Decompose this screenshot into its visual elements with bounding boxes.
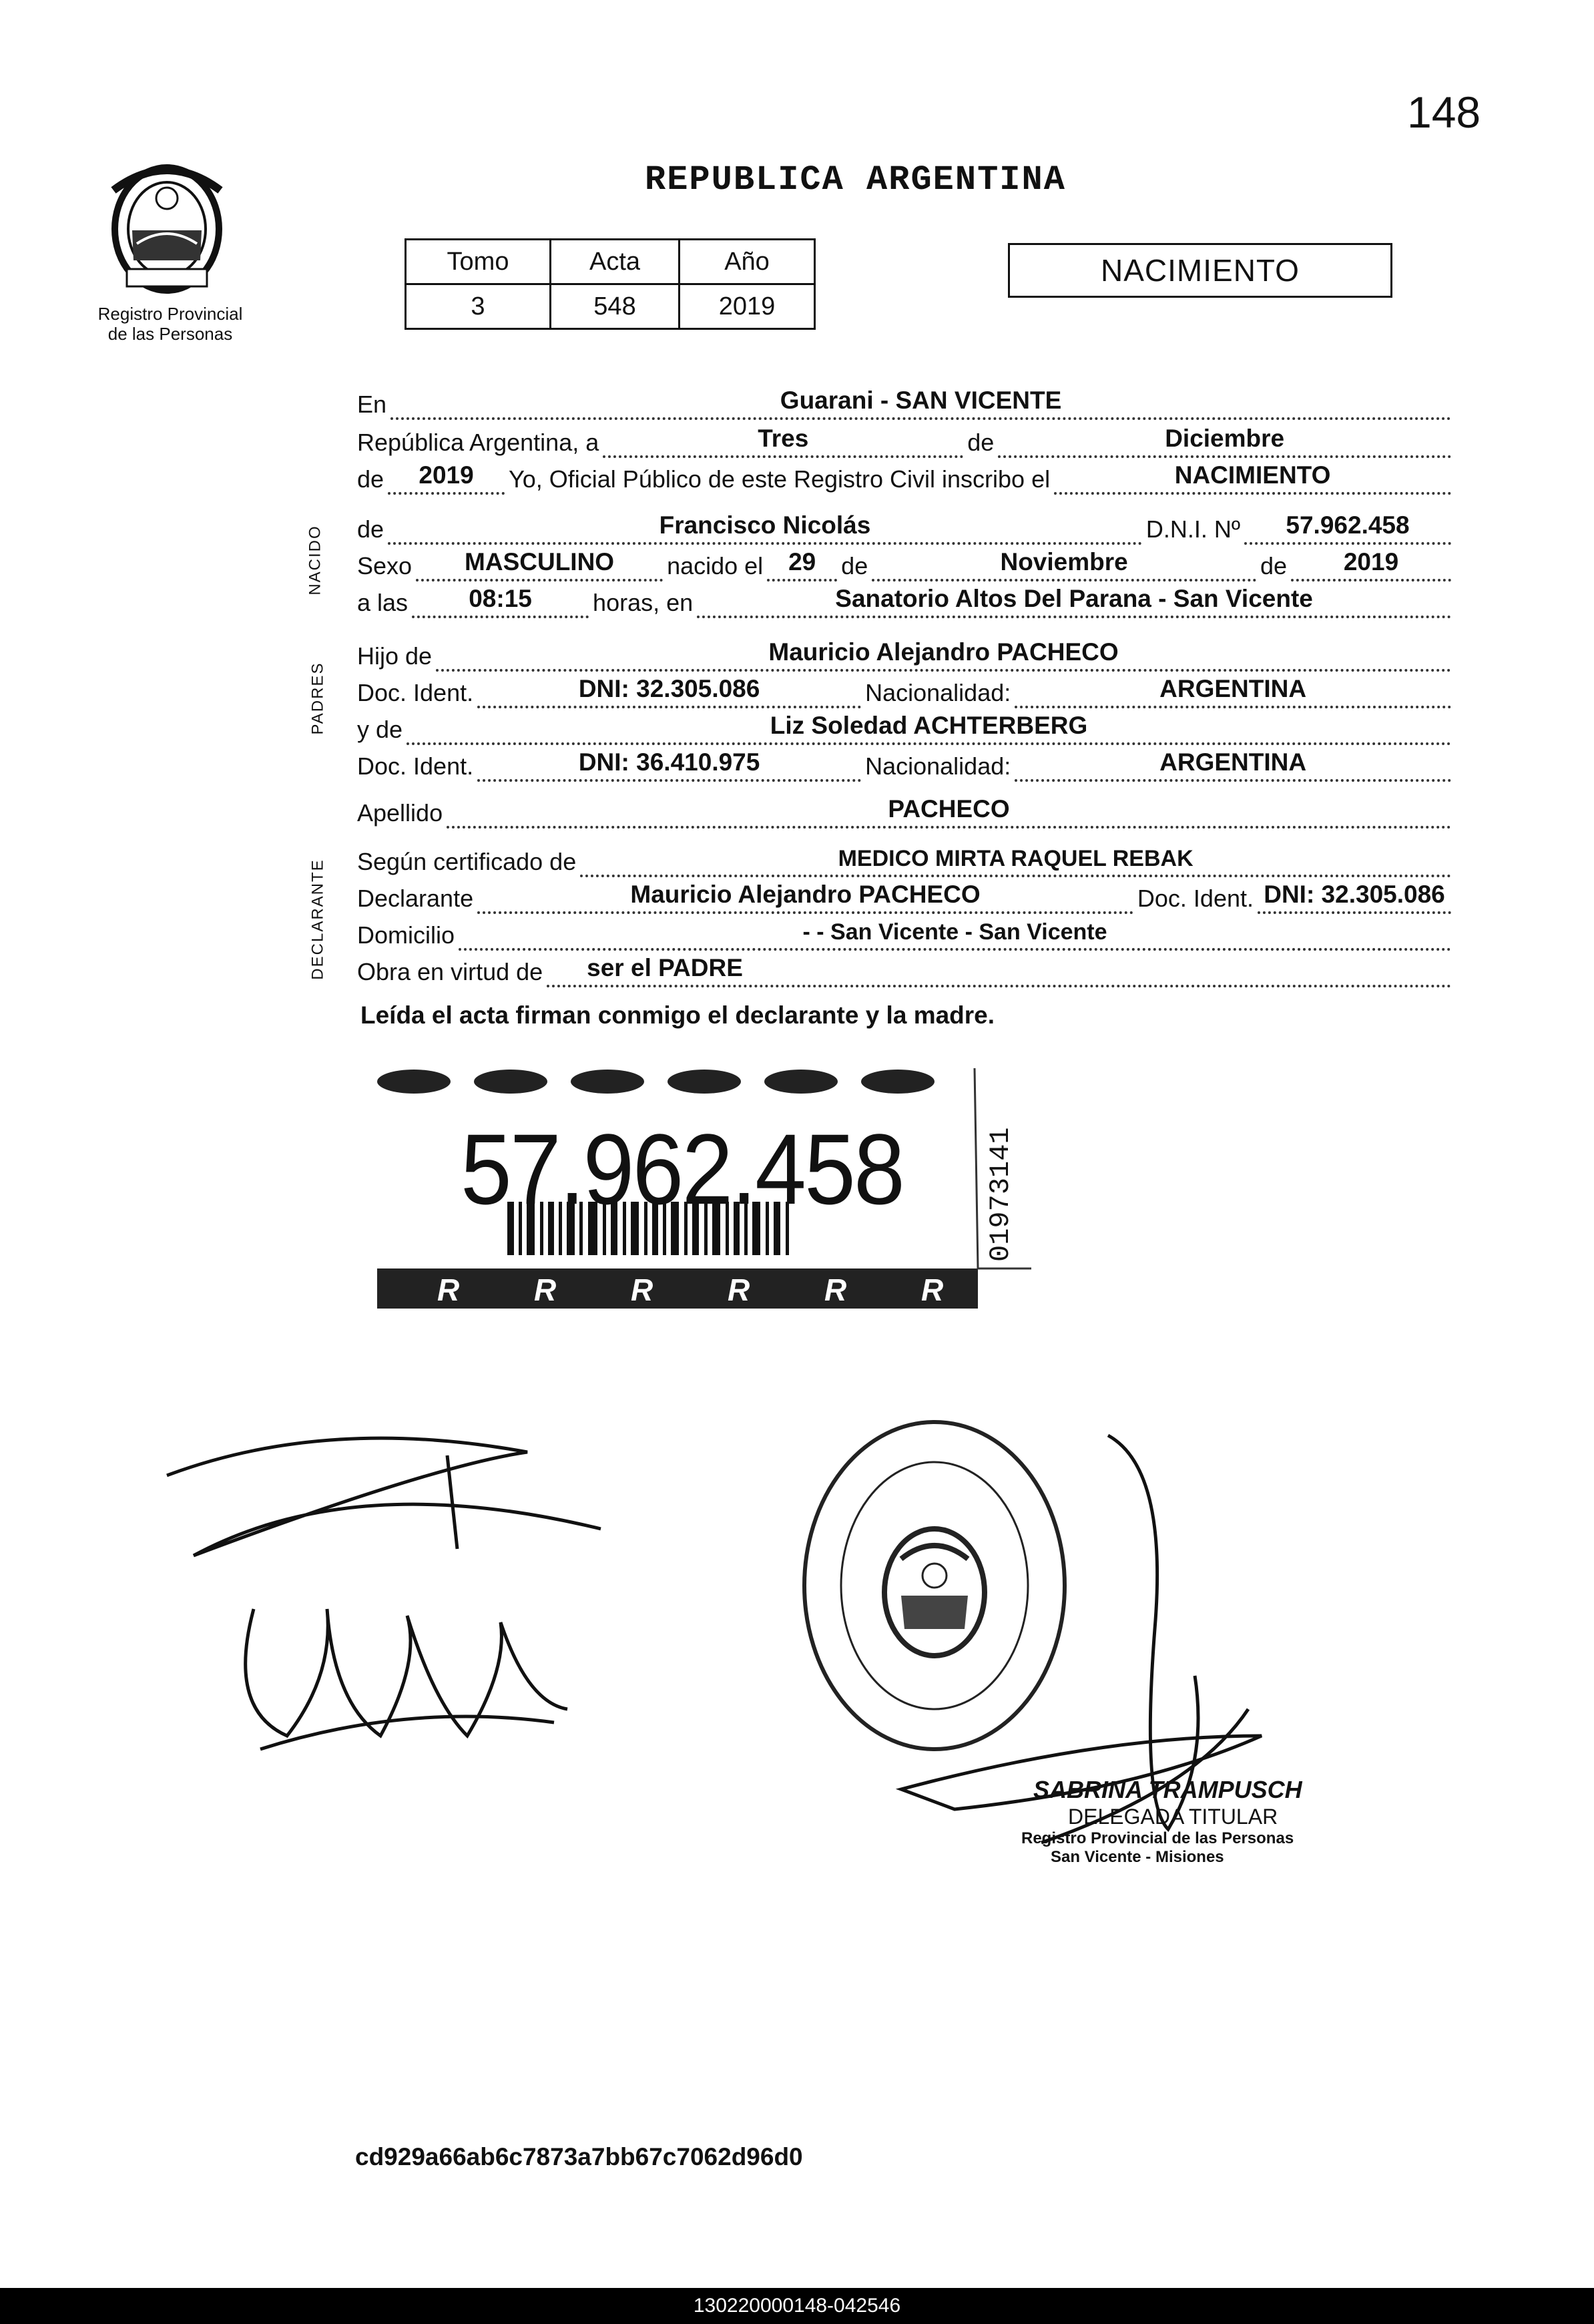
value-sexo: MASCULINO (465, 548, 615, 575)
value-anio: 2019 (680, 284, 815, 329)
label-alas: a las (357, 589, 409, 616)
field-padre-nac (1015, 668, 1451, 708)
value-madre: Liz Soledad ACHTERBERG (770, 712, 1088, 739)
field-tipo (1054, 455, 1451, 495)
footer-code: 130220000148-042546 (693, 2295, 901, 2317)
footer-bar (0, 2288, 1594, 2324)
label-en: En (357, 391, 387, 418)
line-declarante (357, 877, 1455, 914)
line-hora-lugar (357, 581, 1455, 618)
field-domicilio (459, 911, 1451, 951)
header-acta: Acta (551, 240, 680, 284)
line-en (357, 383, 1455, 420)
line-fecha (357, 421, 1455, 458)
label-domicilio: Domicilio (357, 921, 455, 949)
line-certificado (357, 840, 1455, 877)
line-inscribo (357, 457, 1455, 495)
value-dni: 57.962.458 (1286, 511, 1410, 539)
value-anio: 2019 (419, 461, 474, 489)
field-dia (603, 418, 963, 458)
record-type-box: NACIMIENTO (1008, 243, 1392, 298)
registry-caption (80, 304, 260, 344)
label-obra: Obra en virtud de (357, 958, 543, 985)
signatory-org-line2: San Vicente - Misiones (1051, 1848, 1224, 1866)
header-tomo: Tomo (406, 240, 551, 284)
sticker-code: 01973141 (985, 1127, 1017, 1262)
field-padre (436, 632, 1451, 672)
value-nac-mes: Noviembre (1000, 548, 1128, 575)
signatory-name: SABRINA TRAMPUSCH (1033, 1776, 1302, 1803)
label-sexo: Sexo (357, 552, 413, 579)
document-hash: cd929a66ab6c7873a7bb67c7062d96d0 (355, 2143, 803, 2170)
line-domicilio (357, 913, 1455, 951)
section-label-padres: PADRES (308, 662, 327, 735)
label-apellido: Apellido (357, 799, 443, 827)
line-apellido (357, 791, 1455, 829)
sticker-dni-number: 57.962.458 (461, 1113, 904, 1225)
label-yde: y de (357, 716, 403, 743)
field-dni (1244, 505, 1451, 545)
label-nombre: de (357, 515, 384, 543)
field-lugar-nacimiento (697, 578, 1451, 618)
line-madre-doc (357, 744, 1455, 782)
svg-text:R: R (437, 1272, 460, 1307)
label-inscribo: Yo, Oficial Público de este Registro Civil inscribo el (509, 465, 1051, 493)
value-declarante: Mauricio Alejandro PACHECO (630, 881, 981, 908)
line-madre (357, 708, 1455, 745)
value-domicilio: - - San Vicente - San Vicente (802, 919, 1107, 945)
field-nombre (388, 505, 1142, 545)
value-decl-doc: DNI: 32.305.086 (1264, 881, 1445, 908)
provincial-coat-of-arms-logo (100, 150, 234, 300)
field-mes (998, 418, 1451, 458)
registry-caption-line2: de las Personas (107, 324, 233, 344)
label-madre-doc: Doc. Ident. (357, 752, 474, 780)
svg-text:R: R (534, 1272, 557, 1307)
value-hora: 08:15 (469, 585, 532, 612)
label-nacido: nacido el (667, 552, 764, 579)
field-lugar-inscripcion (390, 380, 1451, 420)
label-hijo: Hijo de (357, 642, 433, 670)
label-republica: República Argentina, a (357, 429, 599, 456)
line-padre (357, 634, 1455, 672)
field-nac-dia (767, 541, 837, 582)
value-padre: Mauricio Alejandro PACHECO (768, 638, 1119, 666)
official-seal (794, 1415, 1075, 1763)
svg-text:R: R (921, 1272, 944, 1307)
label-madre-nac: Nacionalidad: (865, 752, 1011, 780)
country-title: REPUBLICA ARGENTINA (645, 160, 1066, 200)
value-nac-anio: 2019 (1343, 548, 1399, 575)
field-decl-doc (1258, 874, 1451, 914)
line-obra (357, 950, 1455, 987)
svg-text:R: R (728, 1272, 750, 1307)
label-de: de (967, 429, 995, 456)
value-madre-nac: ARGENTINA (1159, 748, 1307, 776)
label-padre-nac: Nacionalidad: (865, 679, 1011, 706)
closing-legend: Leída el acta firman conmigo el declarante y la madre. (360, 1001, 995, 1029)
value-padre-doc: DNI: 32.305.086 (578, 675, 760, 702)
value-obra: ser el PADRE (587, 954, 743, 981)
value-padre-nac: ARGENTINA (1159, 675, 1307, 702)
field-certificado (580, 837, 1451, 877)
field-padre-doc (477, 668, 861, 708)
svg-text:R: R (631, 1272, 653, 1307)
value-madre-doc: DNI: 36.410.975 (578, 748, 760, 776)
label-decl-doc: Doc. Ident. (1137, 885, 1254, 912)
label-nac-de: de (841, 552, 868, 579)
section-label-nacido: NACIDO (306, 525, 324, 596)
field-anio (388, 455, 505, 495)
value-certificado: MEDICO MIRTA RAQUEL REBAK (838, 846, 1193, 871)
field-nac-anio (1291, 541, 1451, 582)
label-padre-doc: Doc. Ident. (357, 679, 474, 706)
value-tomo: 3 (406, 284, 551, 329)
value-nombre: Francisco Nicolás (659, 511, 871, 539)
field-madre-doc (477, 742, 861, 782)
page-number: 148 (1407, 87, 1481, 137)
header-anio: Año (680, 240, 815, 284)
value-lugar-nacimiento: Sanatorio Altos Del Parana - San Vicente (835, 585, 1313, 612)
label-horas: horas, en (593, 589, 694, 616)
value-tipo: NACIMIENTO (1174, 461, 1331, 489)
label-dni: D.N.I. Nº (1145, 515, 1240, 543)
field-sexo (416, 541, 663, 582)
label-segun: Según certificado de (357, 848, 577, 875)
value-apellido: PACHECO (888, 795, 1010, 823)
value-mes: Diciembre (1165, 425, 1285, 452)
value-acta: 548 (551, 284, 680, 329)
reference-table (405, 238, 816, 330)
value-lugar-inscripcion: Guarani - SAN VICENTE (780, 387, 1062, 414)
signatory-role: DELEGADA TITULAR (1068, 1805, 1278, 1829)
registry-caption-line1: Registro Provincial (97, 304, 243, 324)
field-declarante (477, 874, 1133, 914)
label-de-anio: de (357, 465, 384, 493)
value-dia: Tres (758, 425, 809, 452)
field-madre-nac (1015, 742, 1451, 782)
label-declarante: Declarante (357, 885, 474, 912)
signatory-org-line1: Registro Provincial de las Personas (1021, 1829, 1294, 1847)
field-hora (412, 578, 589, 618)
line-padre-doc (357, 671, 1455, 708)
field-obra (547, 947, 1451, 987)
svg-text:R: R (824, 1272, 847, 1307)
value-nac-dia: 29 (788, 548, 816, 575)
line-sexo (357, 544, 1455, 582)
label-nac-de2: de (1260, 552, 1287, 579)
section-label-declarante: DECLARANTE (308, 859, 327, 980)
field-nac-mes (872, 541, 1256, 582)
line-nombre (357, 507, 1455, 545)
field-apellido (447, 788, 1451, 829)
field-madre (407, 705, 1451, 745)
